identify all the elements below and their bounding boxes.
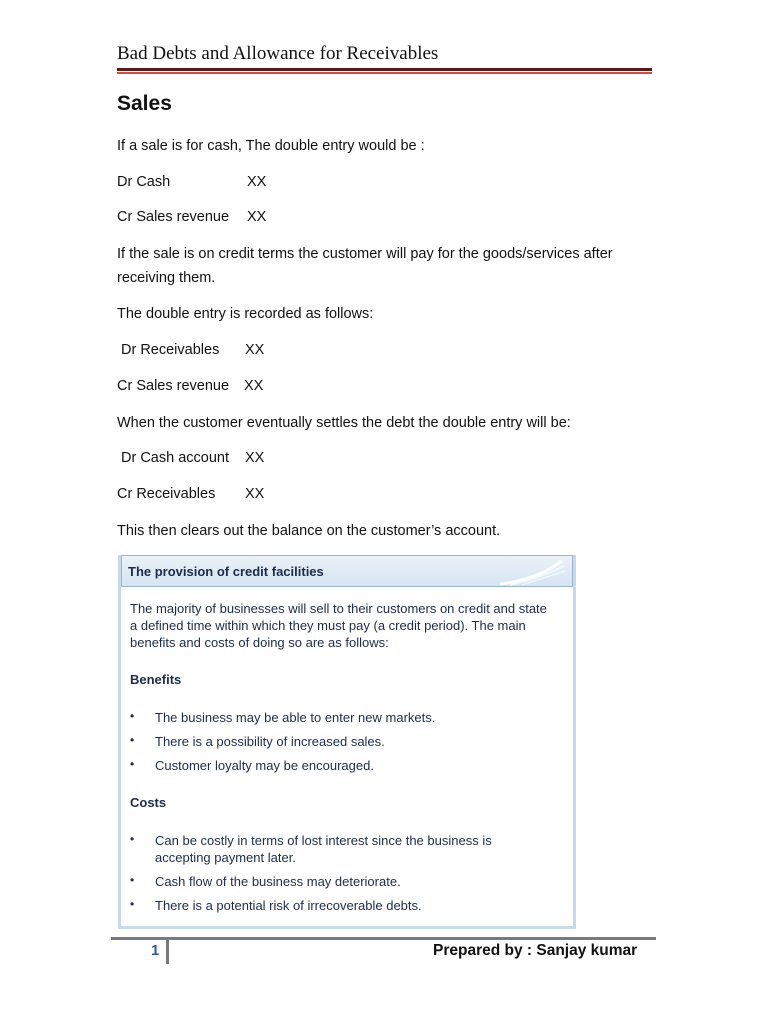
benefits-heading: Benefits — [130, 672, 182, 687]
prepared-by-credit: Prepared by : Sanjay kumar — [433, 942, 638, 959]
journal-entry-amount: XX — [245, 342, 265, 358]
bullet-icon: • — [130, 709, 135, 723]
figure-title: The provision of credit facilities — [128, 564, 324, 579]
journal-entry-amount: XX — [245, 486, 265, 502]
journal-entry-amount: XX — [247, 174, 267, 190]
credit-facilities-figure — [118, 555, 576, 929]
page-number: 1 — [151, 942, 160, 959]
bullet-icon: • — [130, 897, 135, 911]
cost-item: Can be costly in terms of lost interest since the business is — [155, 833, 492, 848]
credit-sale-intro: If the sale is on credit terms the customer will pay for the goods/services after receiving them. — [117, 246, 613, 286]
closing-sentence: This then clears out the balance on the customer’s account. — [117, 523, 501, 539]
journal-entry-amount: XX — [247, 209, 267, 225]
settle-intro: When the customer eventually settles the debt the double entry will be: — [117, 415, 571, 431]
bullet-icon: • — [130, 733, 135, 747]
bullet-icon: • — [130, 832, 135, 846]
journal-entry-debit: Dr Cash account — [121, 450, 229, 466]
page-number-separator — [166, 940, 169, 964]
document-header-title: Bad Debts and Allowance for Receivables — [117, 43, 439, 64]
journal-entry-credit: Cr Sales revenue — [117, 209, 230, 225]
benefit-item: The business may be able to enter new markets. — [155, 710, 436, 725]
journal-entry-debit: Dr Cash — [117, 174, 171, 190]
recorded-intro: The double entry is recorded as follows: — [117, 306, 374, 322]
cost-item: There is a potential risk of irrecoverable debts. — [155, 898, 422, 913]
figure-title-bar — [121, 555, 573, 587]
cash-sale-intro: If a sale is for cash, The double entry would be : — [117, 138, 425, 154]
bullet-icon: • — [130, 873, 135, 887]
figure-intro-line: benefits and costs of doing so are as follows: — [130, 635, 389, 650]
journal-entry-amount: XX — [245, 450, 265, 466]
journal-entry-debit: Dr Receivables — [121, 342, 220, 358]
costs-heading: Costs — [130, 795, 167, 810]
journal-entry-amount: XX — [244, 378, 264, 394]
decorative-swoosh-icon — [496, 558, 566, 586]
journal-entry-credit: Cr Receivables — [117, 486, 216, 502]
cost-item-continued: accepting payment later. — [155, 850, 296, 865]
journal-entry-credit: Cr Sales revenue — [117, 378, 230, 394]
header-rule — [117, 68, 652, 71]
header-rule-accent — [117, 72, 652, 74]
figure-intro-line: The majority of businesses will sell to their customers on credit and state — [130, 601, 547, 616]
section-heading: Sales — [117, 92, 172, 115]
footer-rule — [111, 937, 656, 940]
benefit-item: There is a possibility of increased sales. — [155, 734, 385, 749]
figure-intro-line: a defined time within which they must pay (a credit period). The main — [130, 618, 526, 633]
benefit-item: Customer loyalty may be encouraged. — [155, 758, 374, 773]
cost-item: Cash flow of the business may deteriorate. — [155, 874, 401, 889]
bullet-icon: • — [130, 757, 135, 771]
